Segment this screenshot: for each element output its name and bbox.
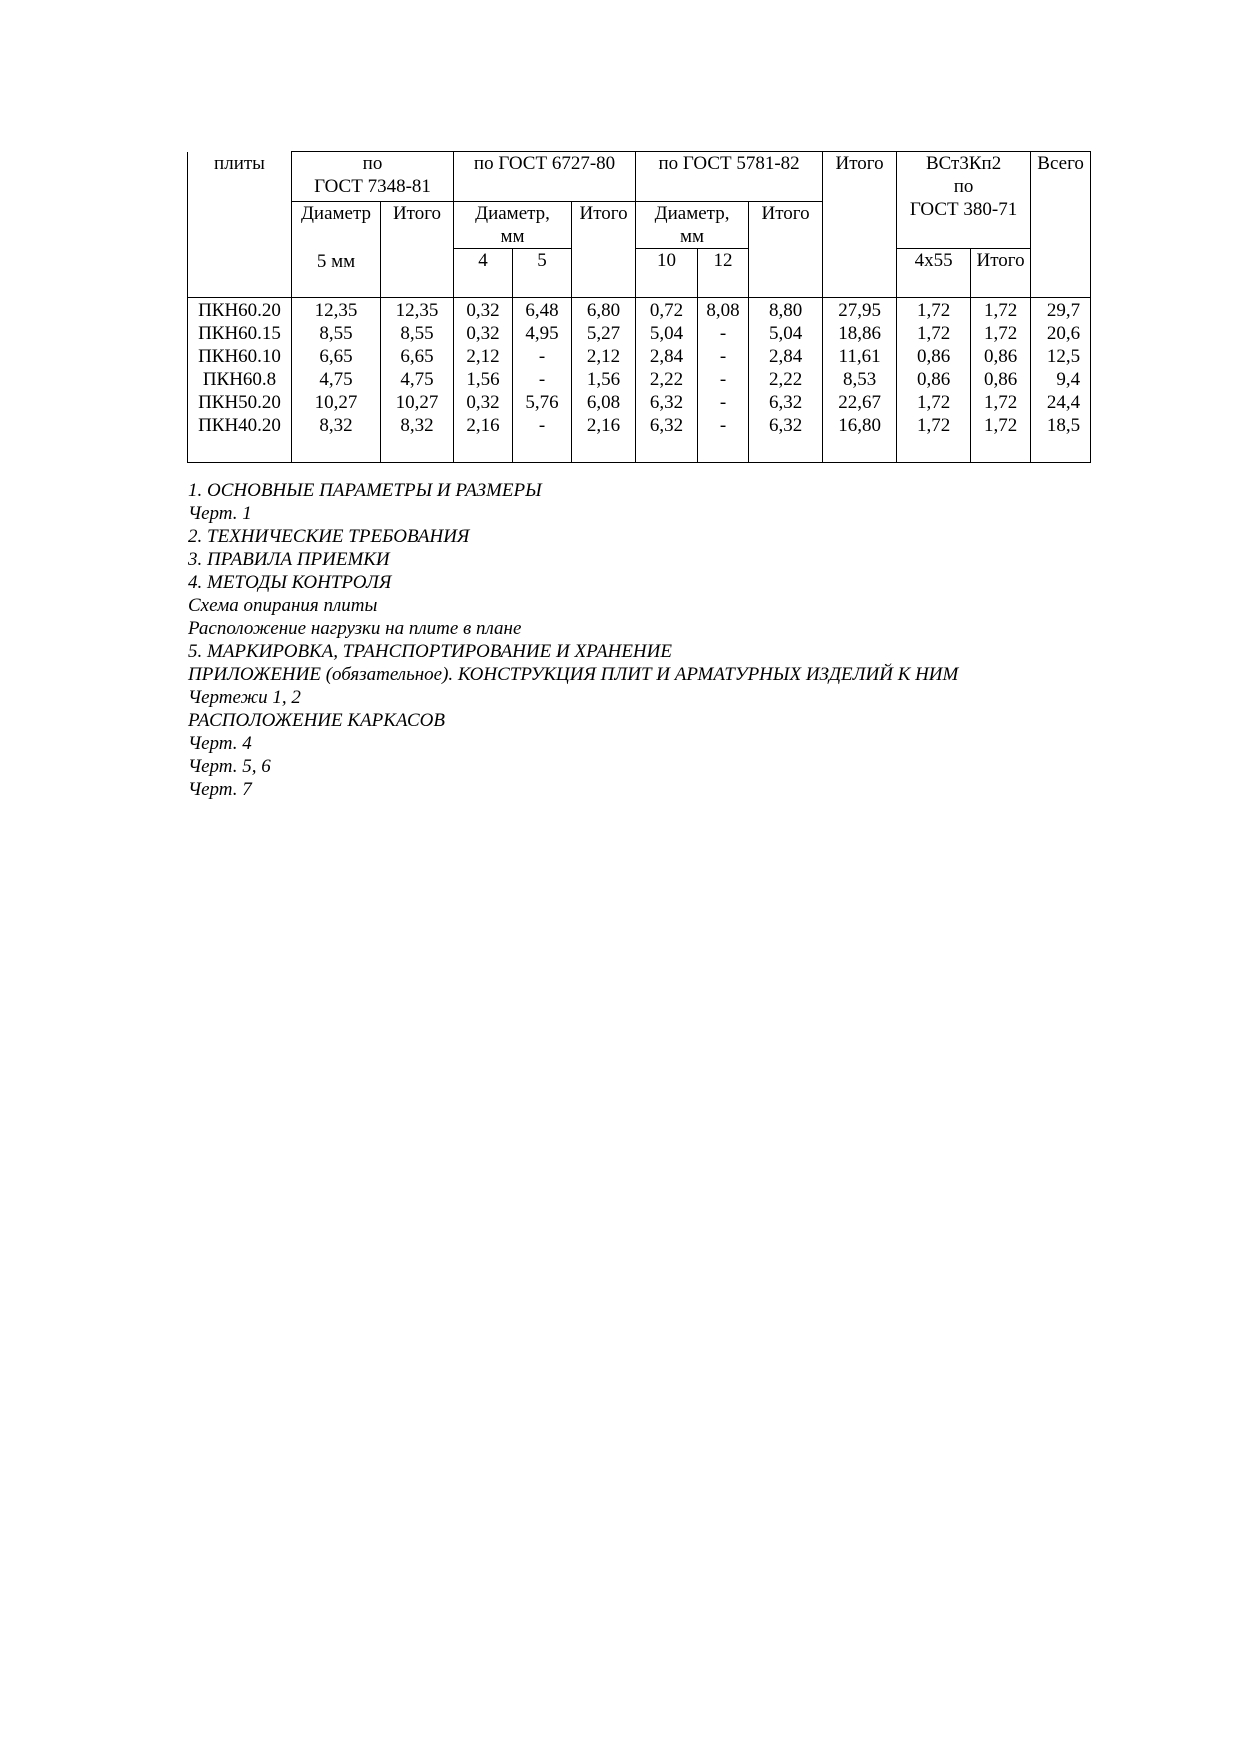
header-gost6727: [454, 152, 636, 202]
table-cell: 2,16: [586, 415, 621, 436]
table-cell: 12,35: [314, 300, 358, 321]
table-cell: 2,22: [768, 369, 803, 390]
table-cell: 2,22: [649, 369, 684, 390]
table-cell: 8,55: [319, 323, 353, 344]
plate-code: ПКН40.20: [198, 415, 281, 436]
header-d-12: [698, 249, 749, 298]
table-cell: -: [538, 415, 546, 436]
table-of-contents: [188, 479, 958, 801]
col-total-6727: [572, 298, 636, 463]
header-plates-label: плиты: [214, 152, 265, 174]
plate-code: ПКН60.10: [198, 346, 281, 367]
header-d-5mm: 5 мм: [316, 251, 356, 272]
table-cell: 0,32: [466, 300, 500, 321]
reinforcement-table: [187, 151, 1091, 463]
table-cell: 6,32: [768, 415, 803, 436]
plate-code: ПКН50.20: [198, 392, 281, 413]
header-total-vst-label: Итого: [976, 250, 1025, 271]
header-total-7348-label: Итого: [392, 203, 442, 224]
header-total-5781: [749, 202, 823, 298]
table-cell: -: [719, 415, 727, 436]
header-gost5781: [636, 152, 823, 202]
table-cell: 1,72: [916, 392, 951, 413]
header-d-4x55: [897, 249, 971, 298]
header-diameter-5781-a: Диаметр,: [654, 203, 730, 224]
header-total-vst: [971, 249, 1031, 298]
header-total-6727: [572, 202, 636, 298]
header-gost6727-label: по ГОСТ 6727-80: [473, 153, 616, 174]
header-grand-total-label: Всего: [1037, 153, 1084, 174]
plate-code: ПКН60.20: [198, 300, 281, 321]
table-cell: 6,48: [525, 300, 559, 321]
table-cell: 27,95: [838, 300, 881, 321]
table-cell: 2,12: [466, 346, 500, 367]
table-cell: 6,08: [586, 392, 621, 413]
table-cell: 6,80: [586, 300, 621, 321]
table-cell: -: [719, 323, 727, 344]
table-cell: 2,12: [586, 346, 621, 367]
table-cell: 5,27: [586, 323, 621, 344]
table-cell: 0,72: [649, 300, 684, 321]
table-cell: 8,32: [319, 415, 353, 436]
col-d4x55: [897, 298, 971, 463]
plate-code: ПКН60.8: [202, 369, 277, 390]
table-cell: 22,67: [838, 392, 881, 413]
table-cell: 4,95: [525, 323, 559, 344]
header-d-12-label: 12: [713, 250, 733, 271]
table-cell: 1,56: [466, 369, 500, 390]
table-cell: -: [538, 369, 546, 390]
plate-code: ПКН60.15: [198, 323, 281, 344]
table-cell: 9,4: [1056, 369, 1081, 390]
table-cell: 18,5: [1046, 415, 1081, 436]
toc-item: ПРИЛОЖЕНИЕ (обязательное). КОНСТРУКЦИЯ ПЛИТ И АРМАТУРНЫХ ИЗДЕЛИЙ К НИМ: [188, 664, 959, 685]
table-cell: 6,65: [400, 346, 434, 367]
table-cell: 4,75: [319, 369, 353, 390]
table-cell: 10,27: [395, 392, 439, 413]
table-cell: 0,86: [916, 369, 951, 390]
col-d4: [454, 298, 513, 463]
col-d5: [513, 298, 572, 463]
table-cell: 0,32: [466, 323, 500, 344]
table-cell: 5,76: [525, 392, 559, 413]
table-cell: 4,75: [400, 369, 434, 390]
table-cell: 6,32: [649, 415, 684, 436]
header-gost7348-line2: ГОСТ 7348-81: [314, 176, 431, 197]
table-cell: 0,86: [983, 346, 1018, 367]
table-cell: 24,4: [1046, 392, 1081, 413]
header-diameter-5781: [636, 202, 749, 249]
header-gost5781-label: по ГОСТ 5781-82: [658, 153, 800, 174]
table-cell: 8,55: [400, 323, 434, 344]
toc-item: РАСПОЛОЖЕНИЕ КАРКАСОВ: [188, 710, 445, 731]
header-d-4x55-label: 4х55: [914, 250, 953, 271]
toc-item: Черт. 5, 6: [188, 756, 271, 777]
table-cell: 29,7: [1046, 300, 1081, 321]
table-cell: 6,32: [768, 392, 803, 413]
table-cell: 12,5: [1046, 346, 1081, 367]
table-cell: 0,86: [916, 346, 951, 367]
toc-item: 1. ОСНОВНЫЕ ПАРАМЕТРЫ И РАЗМЕРЫ: [188, 480, 542, 501]
table-cell: 8,53: [842, 369, 877, 390]
header-vst: [897, 152, 1031, 249]
table-cell: 1,72: [916, 323, 951, 344]
table-cell: 1,56: [586, 369, 621, 390]
table-cell: 1,72: [983, 300, 1018, 321]
toc-item: 4. МЕТОДЫ КОНТРОЛЯ: [188, 572, 392, 593]
header-diameter-6727: [454, 202, 572, 249]
header-vst-line2: по: [953, 176, 974, 197]
header-total-5781-label: Итого: [761, 203, 810, 224]
table-cell: 1,72: [983, 392, 1018, 413]
table-cell: 8,08: [706, 300, 740, 321]
header-d-5: [513, 249, 572, 298]
header-diameter: [292, 202, 381, 298]
toc-item: Расположение нагрузки на плите в плане: [188, 618, 522, 639]
table-cell: -: [538, 346, 546, 367]
header-total-main-label: Итого: [835, 153, 884, 174]
table-cell: 5,04: [768, 323, 803, 344]
col-grand-total: [1031, 298, 1091, 463]
header-diameter-6727-a: Диаметр,: [475, 203, 550, 224]
table-cell: 11,61: [838, 346, 881, 367]
toc-item: Черт. 1: [188, 503, 252, 524]
table-cell: 1,72: [916, 415, 951, 436]
header-gost7348-line1: по: [362, 153, 383, 174]
table-cell: 1,72: [983, 415, 1018, 436]
table-cell: 0,32: [466, 392, 500, 413]
col-plate-codes: [188, 298, 292, 463]
header-diameter-label: Диаметр: [300, 203, 372, 224]
col-total-7348: [381, 298, 454, 463]
col-total-5781: [749, 298, 823, 463]
table-cell: 1,72: [983, 323, 1018, 344]
toc-item: Схема опирания плиты: [188, 595, 378, 616]
toc-item: Черт. 7: [188, 779, 252, 800]
header-d-4: [454, 249, 513, 298]
col-total-vst: [971, 298, 1031, 463]
table-cell: 2,84: [768, 346, 803, 367]
table-cell: -: [719, 392, 727, 413]
header-diameter-6727-b: мм: [500, 226, 525, 247]
header-diameter-5781-b: мм: [680, 226, 705, 247]
col-total-main: [823, 298, 897, 463]
header-plates: [188, 152, 292, 298]
table-cell: 20,6: [1046, 323, 1081, 344]
table-cell: -: [719, 346, 727, 367]
table-cell: 16,80: [838, 415, 881, 436]
table-cell: 8,80: [768, 300, 803, 321]
table-cell: 6,32: [649, 392, 684, 413]
toc-item: 2. ТЕХНИЧЕСКИЕ ТРЕБОВАНИЯ: [188, 526, 470, 547]
table-cell: 18,86: [838, 323, 881, 344]
header-d-5-label: 5: [537, 250, 547, 271]
header-total-7348: [381, 202, 454, 298]
header-total-main: [823, 152, 897, 298]
toc-item: 3. ПРАВИЛА ПРИЕМКИ: [188, 549, 390, 570]
header-total-6727-label: Итого: [579, 203, 628, 224]
col-d12: [698, 298, 749, 463]
table-cell: 0,86: [983, 369, 1018, 390]
table-cell: 2,84: [649, 346, 684, 367]
header-d-10: [636, 249, 698, 298]
header-grand-total: [1031, 152, 1091, 298]
table-cell: 2,16: [466, 415, 500, 436]
col-d10: [636, 298, 698, 463]
table-cell: 6,65: [319, 346, 353, 367]
table-cell: -: [719, 369, 727, 390]
header-vst-line1: ВСт3Кп2: [925, 153, 1002, 174]
table-data-row: [188, 298, 1091, 463]
header-d-4-label: 4: [478, 250, 488, 271]
table-cell: 10,27: [314, 392, 358, 413]
toc-item: 5. МАРКИРОВКА, ТРАНСПОРТИРОВАНИЕ И ХРАНЕНИЕ: [188, 641, 672, 662]
table-cell: 5,04: [649, 323, 684, 344]
header-vst-line3: ГОСТ 380-71: [909, 199, 1018, 220]
table-cell: 12,35: [395, 300, 439, 321]
header-gost7348: [292, 152, 454, 202]
toc-item: Черт. 4: [188, 733, 252, 754]
col-d5mm: [292, 298, 381, 463]
header-d-10-label: 10: [657, 250, 677, 271]
table-cell: 1,72: [916, 300, 951, 321]
table-cell: 8,32: [400, 415, 434, 436]
toc-item: Чертежи 1, 2: [188, 687, 301, 708]
